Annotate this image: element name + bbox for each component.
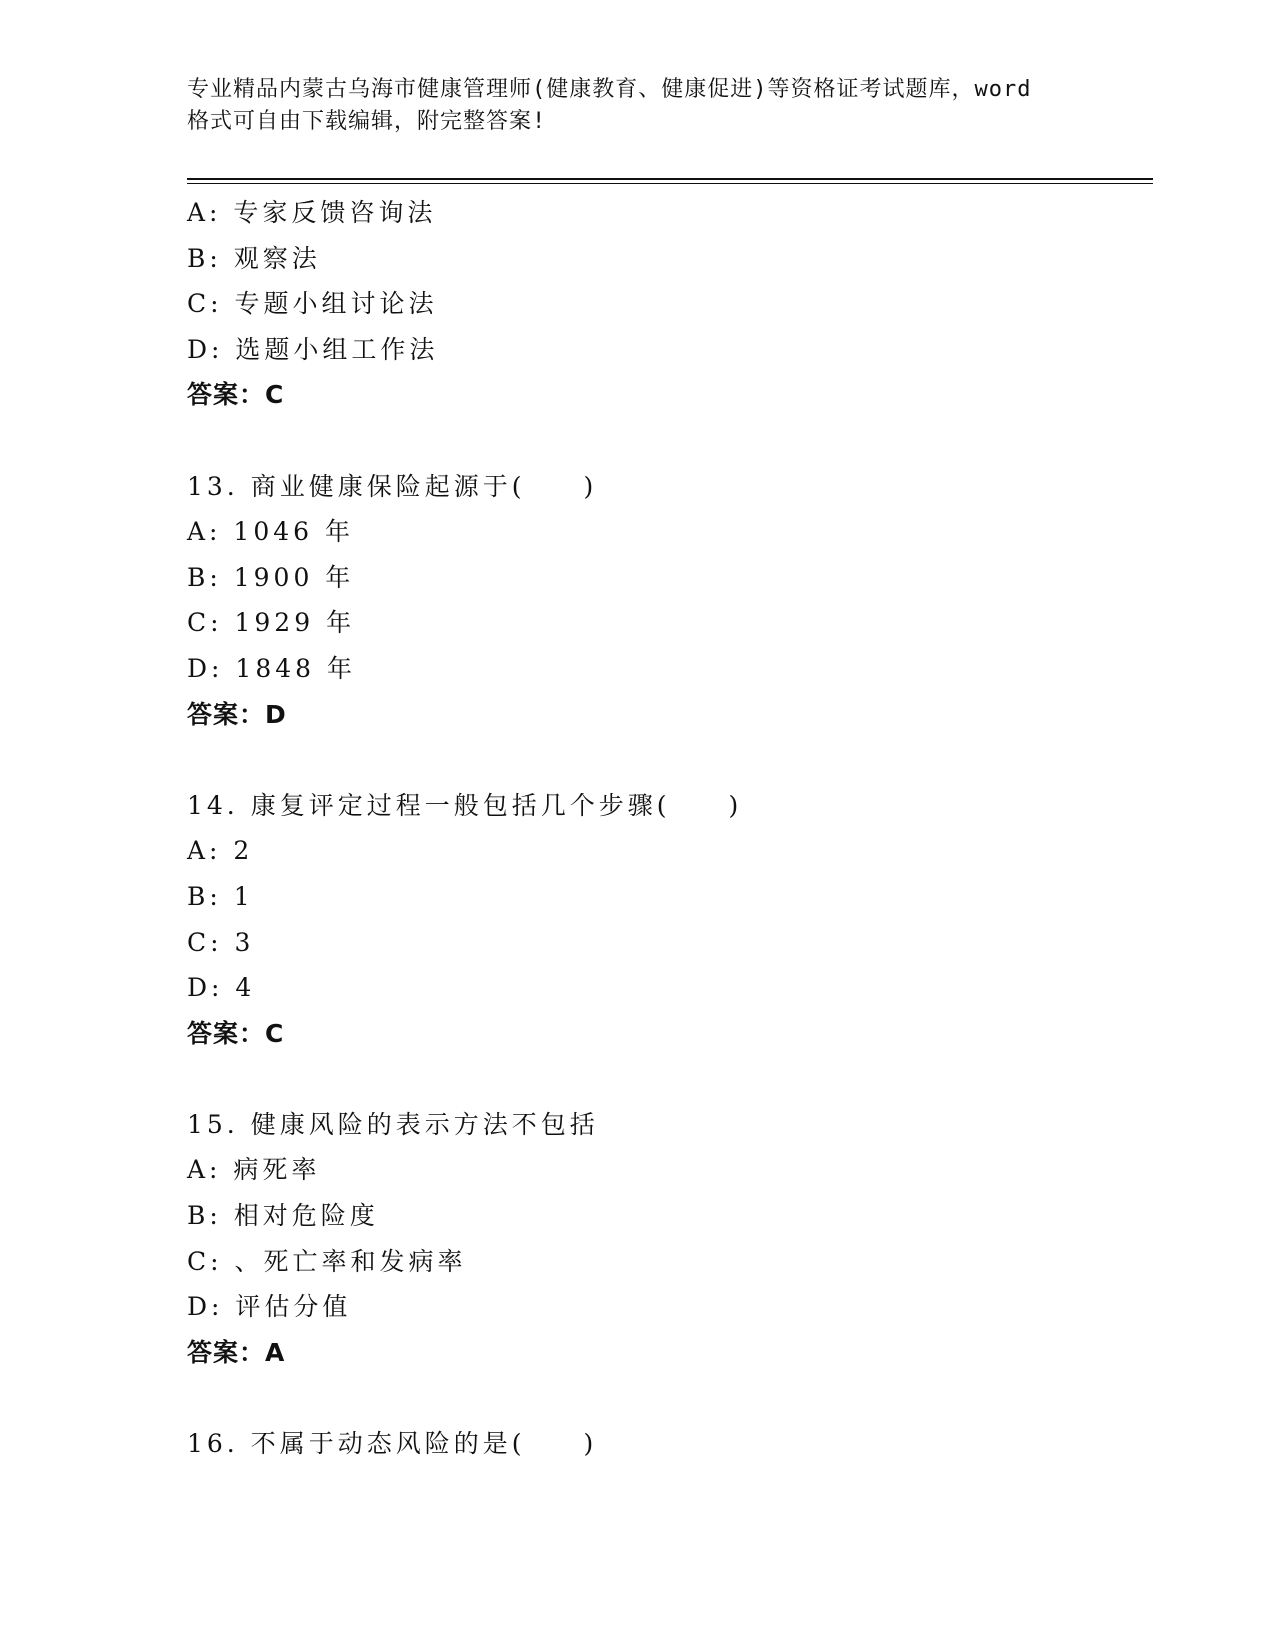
question-block-14 [187, 783, 1153, 1057]
answer-line: 答案：D [187, 699, 287, 729]
question-block-12 [187, 190, 1153, 418]
option-c: C: 、死亡率和发病率 [187, 1246, 467, 1276]
option-a: A: 专家反馈咨询法 [187, 198, 437, 227]
option-c: C: 3 [187, 927, 255, 957]
option-d: D: 评估分值 [187, 1292, 352, 1322]
option-d: D: 4 [187, 973, 256, 1003]
option-a: A: 2 [187, 836, 254, 866]
option-d: D: 1848 年 [187, 653, 356, 683]
option-b: B: 1900 年 [187, 562, 355, 592]
option-b: B: 观察法 [187, 243, 321, 273]
header-line-2: 格式可自由下载编辑，附完整答案! [187, 109, 547, 134]
option-d: D: 选题小组工作法 [187, 334, 439, 364]
spacer [187, 1056, 1153, 1102]
spacer [187, 418, 1153, 464]
header-line-1: 专业精品内蒙古乌海市健康管理师(健康教育、健康促进)等资格证考试题库，word [187, 77, 1032, 102]
option-c: C: 1929 年 [187, 608, 356, 638]
option-b: B: 相对危险度 [187, 1201, 379, 1231]
option-a: A: 1046 年 [187, 517, 354, 547]
option-c: C: 专题小组讨论法 [187, 289, 438, 319]
answer-line: 答案：A [187, 1337, 286, 1367]
spacer [187, 737, 1153, 783]
question-text: 16. 不属于动态风险的是( ) [187, 1429, 598, 1459]
question-list [187, 190, 1153, 1467]
question-text: 14. 康复评定过程一般包括几个步骤( ) [187, 790, 743, 820]
answer-line: 答案：C [187, 1018, 285, 1048]
document-header [187, 74, 1087, 138]
question-block-13 [187, 464, 1153, 738]
question-block-15 [187, 1102, 1153, 1376]
question-text: 15. 健康风险的表示方法不包括 [187, 1109, 599, 1139]
question-block-16 [187, 1421, 1153, 1467]
question-text: 13. 商业健康保险起源于( ) [187, 471, 598, 501]
option-a: A: 病死率 [187, 1155, 321, 1185]
header-divider [187, 178, 1153, 184]
spacer [187, 1375, 1153, 1421]
answer-line: 答案：C [187, 380, 285, 410]
option-b: B: 1 [187, 881, 254, 911]
